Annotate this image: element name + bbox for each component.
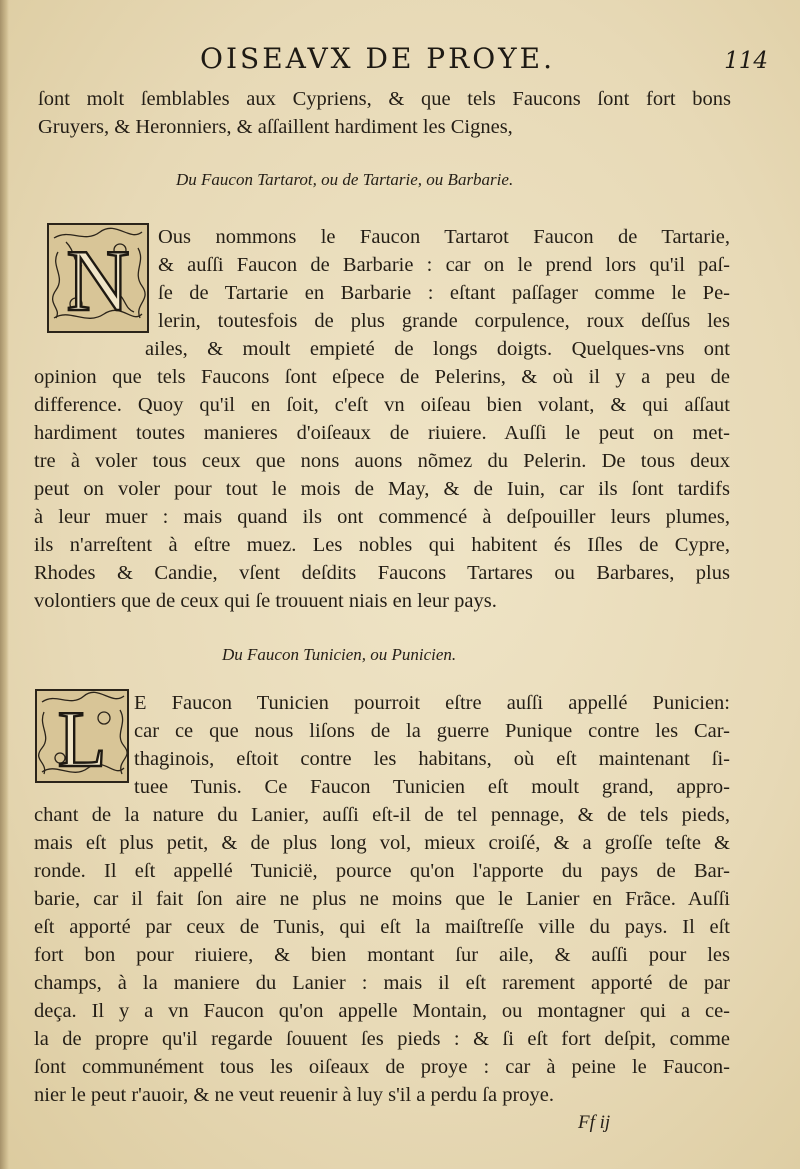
page-number: 114 bbox=[724, 48, 768, 74]
text-line: hardiment toutes manieres d'oiſeaux de riuiere. Auſſi le peut on met- bbox=[34, 422, 730, 444]
running-title: OISEAVX DE PROYE. bbox=[200, 42, 556, 75]
text-line: ſont molt ſemblables aux Cypriens, & que tels Faucons ſont fort bons bbox=[38, 88, 731, 110]
text-line: ſe de Tartarie en Barbarie : eſtant paſſager comme le Pe- bbox=[158, 282, 730, 304]
text-line: champs, à la maniere du Lanier : mais il eſt rarement apporté de par bbox=[34, 972, 730, 994]
text-line: la de propre qu'il regarde ſouuent ſes pieds : & ſi eſt fort deſpit, comme bbox=[34, 1028, 730, 1050]
text-line: opinion que tels Faucons ſont eſpece de Pelerins, & où il y a peu de bbox=[34, 366, 730, 388]
text-line: fort bon pour riuiere, & bien montant ſur aile, & auſſi pour les bbox=[34, 944, 730, 966]
text-line: barie, car il fait ſon aire ne plus ne moins que le Lanier en Frãce. Auſſi bbox=[34, 888, 730, 910]
text-line: Gruyers, & Heronniers, & aſſaillent hardiment les Cignes, bbox=[38, 116, 513, 138]
page-gutter-shadow bbox=[0, 0, 9, 1169]
text-line: ailes, & moult empieté de longs doigts. Quelques-vns ont bbox=[145, 338, 730, 360]
text-line: chant de la nature du Lanier, auſſi eſt-il de tel pennage, & de tels pieds, bbox=[34, 804, 730, 826]
text-line: tre à voler tous ceux que nons auons nõmez du Pelerin. De tous deux bbox=[34, 450, 730, 472]
section-heading-tunicien: Du Faucon Tunicien, ou Punicien. bbox=[222, 645, 457, 664]
text-line: nier le peut r'auoir, & ne veut reuenir à luy s'il a perdu ſa proye. bbox=[34, 1084, 555, 1106]
text-line: à leur muer : mais quand ils ont commencé à deſpouiller leurs plumes, bbox=[34, 506, 730, 528]
text-line: peut on voler pour tout le mois de May, & de Iuin, car ils ſont tardifs bbox=[34, 478, 730, 500]
text-line: eſt apporté par ceux de Tunis, qui eſt la maiſtreſſe ville du pays. Il eſt bbox=[34, 916, 730, 938]
svg-text:L: L bbox=[57, 696, 107, 784]
text-line: deça. Il y a vn Faucon qu'on appelle Montain, ou montagner qui a ce- bbox=[34, 1000, 730, 1022]
text-line: tuee Tunis. Ce Faucon Tunicien eſt moult grand, appro- bbox=[134, 776, 730, 798]
section-heading-tartarot: Du Faucon Tartarot, ou de Tartarie, ou Barbarie. bbox=[176, 170, 514, 189]
text-line: E Faucon Tunicien pourroit eſtre auſſi appellé Punicien: bbox=[134, 692, 730, 714]
text-line: thaginois, eſtoit contre les habitans, où eſt maintenant ſi- bbox=[134, 748, 730, 770]
text-line: ils n'arreſtent à eſtre muez. Les nobles qui habitent és Iſles de Cypre, bbox=[34, 534, 730, 556]
text-line: difference. Quoy qu'il en ſoit, c'eſt vn oiſeau bien volant, & qui aſſaut bbox=[34, 394, 730, 416]
text-line: volontiers que de ceux qui ſe trouuent niais en leur pays. bbox=[34, 590, 497, 612]
text-line: ronde. Il eſt appellé Tunicië, pource qu'on l'apporte du pays de Bar- bbox=[34, 860, 730, 882]
text-line: mais eſt plus petit, & de plus long vol, mieux croiſé, & a groſſe teſte & bbox=[34, 832, 730, 854]
text-line: car ce que nous liſons de la guerre Punique contre les Car- bbox=[134, 720, 730, 742]
decorated-initial-n bbox=[46, 222, 150, 334]
decorated-initial-l bbox=[34, 688, 130, 784]
text-line: ſont communément tous les oiſeaux de proye : car à peine le Faucon- bbox=[34, 1056, 730, 1078]
svg-text:N: N bbox=[66, 233, 130, 330]
text-line: lerin, toutesfois de plus grande corpulence, roux deſſus les bbox=[158, 310, 730, 332]
text-line: & auſſi Faucon de Barbarie : car on le prend lors qu'il paſ- bbox=[158, 254, 730, 276]
running-head bbox=[40, 40, 780, 80]
text-line: Ous nommons le Faucon Tartarot Faucon de Tartarie, bbox=[158, 226, 730, 248]
signature-mark: Ff ij bbox=[578, 1112, 611, 1133]
text-line: Rhodes & Candie, vſent deſdits Faucons Tartares ou Barbares, plus bbox=[34, 562, 730, 584]
